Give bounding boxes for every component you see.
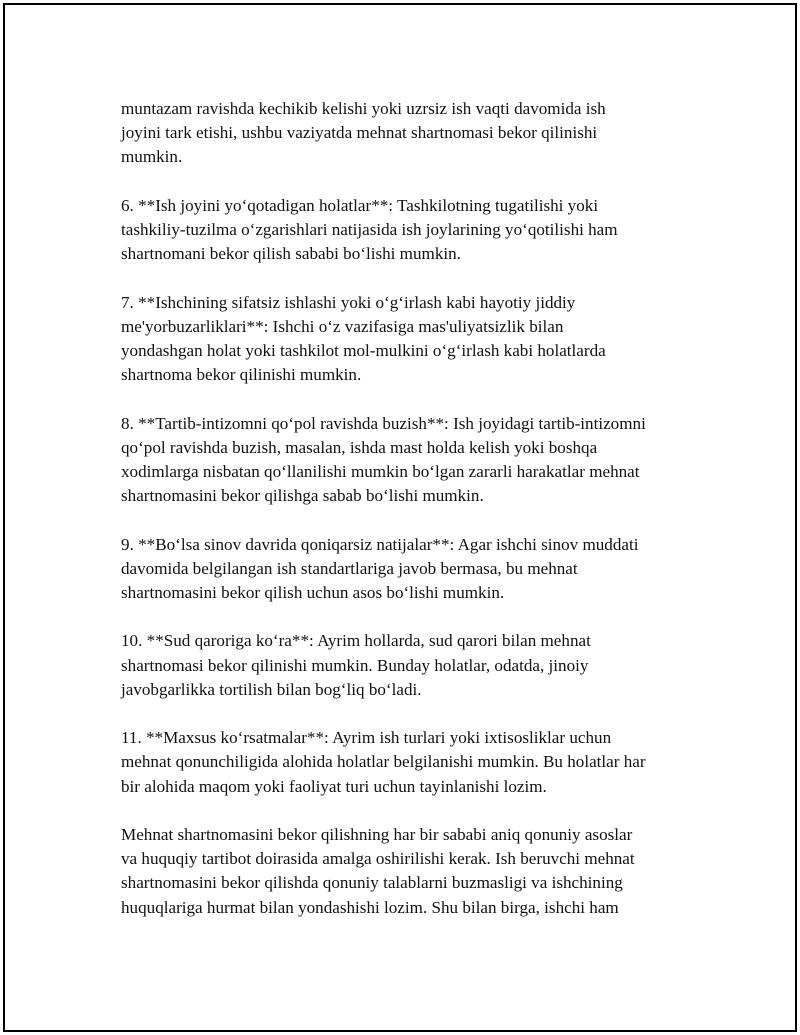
text-line: bir alohida maqom yoki faoliyat turi uchun tayinlanishi lozim. — [121, 776, 547, 796]
text-line: davomida belgilangan ish standartlariga javob bermasa, bu mehnat — [121, 558, 578, 578]
text-line: 6. **Ish joyini yo‘qotadigan holatlar**: Tashkilotning tugatilishi yoki — [121, 195, 599, 215]
text-line: yondashgan holat yoki tashkilot mol-mulkini o‘g‘irlash kabi holatlarda — [121, 341, 606, 360]
text-line: 11. **Maxsus ko‘rsatmalar**: Ayrim ish turlari yoki ixtisosliklar uchun — [121, 728, 612, 748]
text-line: shartnomasini bekor qilish uchun asos bo‘lishi mumkin. — [121, 583, 505, 602]
text-line: shartnoma bekor qilinishi mumkin. — [121, 365, 362, 385]
text-line: 10. **Sud qaroriga ko‘ra**: Ayrim hollarda, sud qarori bilan mehnat — [121, 631, 591, 651]
text-line: shartnomani bekor qilish sababi bo‘lishi mumkin. — [121, 244, 461, 264]
text-line: xodimlarga nisbatan qo‘llanilishi mumkin bo‘lgan zararli harakatlar mehnat — [121, 462, 640, 481]
text-line: mehnat qonunchiligida alohida holatlar belgilanishi mumkin. Bu holatlar har — [121, 752, 646, 772]
document-body — [121, 97, 711, 944]
paragraph-item-10 — [121, 629, 711, 702]
text-line: javobgarlikka tortilish bilan bog‘liq bo‘ladi. — [121, 679, 422, 699]
text-line: shartnomasini bekor qilishga sabab bo‘lishi mumkin. — [121, 486, 484, 506]
text-line: joyini tark etishi, ushbu vaziyatda mehnat shartnomasi bekor qilinishi — [121, 123, 598, 143]
text-line: qo‘pol ravishda buzish, masalan, ishda mast holda kelish yoki boshqa — [121, 437, 598, 457]
page-frame — [3, 3, 797, 1032]
paragraph-conclusion — [121, 823, 711, 920]
paragraph-item-8 — [121, 412, 711, 509]
text-line: Mehnat shartnomasini bekor qilishning har bir sababi aniq qonuniy asoslar — [121, 824, 633, 844]
text-line: muntazam ravishda kechikib kelishi yoki uzrsiz ish vaqti davomida ish — [121, 99, 606, 118]
text-line: me'yorbuzarliklari**: Ishchi o‘z vazifasiga mas'uliyatsizlik bilan — [121, 316, 564, 336]
paragraph-item-6 — [121, 194, 711, 267]
text-line: 9. **Bo‘lsa sinov davrida qoniqarsiz natijalar**: Agar ishchi sinov muddati — [121, 534, 639, 554]
text-line: 8. **Tartib-intizomni qo‘pol ravishda buzish**: Ish joyidagi tartib-intizomni — [121, 413, 646, 433]
paragraph-item-11 — [121, 726, 711, 799]
text-line: tashkiliy-tuzilma o‘zgarishlari natijasida ish joylarining yo‘qotilishi ham — [121, 220, 618, 239]
text-line: mumkin. — [121, 147, 183, 167]
paragraph-item-7 — [121, 291, 711, 388]
text-line: shartnomasi bekor qilinishi mumkin. Bunday holatlar, odatda, jinoiy — [121, 655, 589, 675]
text-line: huquqlariga hurmat bilan yondashishi lozim. Shu bilan birga, ishchi ham — [121, 897, 619, 917]
paragraph-intro-continuation — [121, 97, 711, 170]
paragraph-item-9 — [121, 533, 711, 606]
text-line: 7. **Ishchining sifatsiz ishlashi yoki o‘g‘irlash kabi hayotiy jiddiy — [121, 292, 576, 312]
text-line: shartnomasini bekor qilishda qonuniy talablarni buzmasligi va ishchining — [121, 873, 623, 893]
text-line: va huquqiy tartibot doirasida amalga oshirilishi kerak. Ish beruvchi mehnat — [121, 849, 635, 869]
